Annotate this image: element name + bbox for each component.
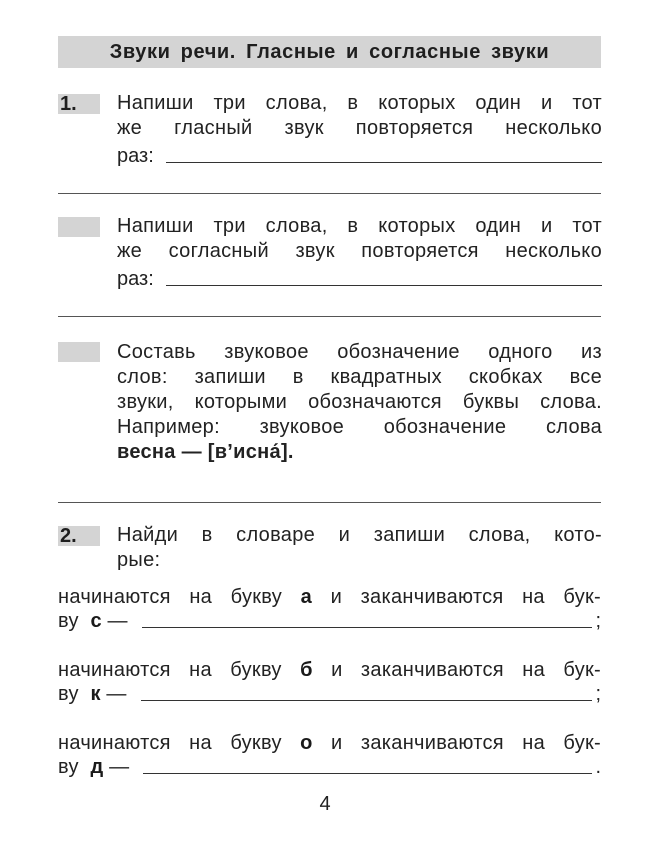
page-number: 4 (319, 793, 331, 815)
item-text: ву (58, 683, 79, 705)
text-line: звуки, которыми обозначаются буквы слова. (117, 391, 602, 413)
answer-line[interactable] (166, 162, 602, 163)
text-line: Например: звуковое обозначение слова (117, 416, 602, 438)
task-item-1-answer-row (58, 610, 601, 633)
answer-line-full[interactable] (58, 502, 601, 503)
exercise-2-text (117, 523, 602, 573)
example-transcription: весна — [в’исна́]. (117, 441, 294, 463)
text-line: слов: запиши в квадратных скобках все (117, 366, 602, 388)
answer-line[interactable] (143, 773, 592, 774)
text-line: рые: (117, 549, 161, 571)
answer-line-full[interactable] (58, 193, 601, 194)
text-line: Напиши три слова, в которых один и тот (117, 215, 602, 237)
end-letter: к (90, 683, 101, 705)
exercise-1a-text (117, 91, 602, 141)
punctuation: . (595, 756, 601, 778)
exercise-marker-blank (58, 342, 100, 362)
item-text: и заканчиваются на бук- (331, 659, 602, 681)
text-line: Составь звуковое обозначение одного из (117, 341, 602, 363)
exercise-1b-answer-row (117, 268, 602, 291)
task-item-3 (58, 731, 601, 756)
end-letter: д (90, 756, 104, 778)
task-item-2 (58, 658, 601, 683)
item-text: и заканчиваются на бук- (330, 586, 602, 608)
text-line: же гласный звук повторяется несколько (117, 117, 602, 139)
text-line: же согласный звук повторяется несколько (117, 240, 602, 262)
dash: — (109, 756, 130, 778)
item-text: начинаются на букву (58, 732, 282, 754)
answer-line[interactable] (141, 700, 593, 701)
text-line: Найди в словаре и запиши слова, кото- (117, 524, 602, 546)
exercise-number-1: 1. (58, 94, 100, 114)
dash: — (106, 683, 127, 705)
answer-line-full[interactable] (58, 316, 601, 317)
exercise-1c-text (117, 340, 602, 465)
task-item-1 (58, 585, 601, 610)
start-letter: а (300, 586, 313, 608)
end-letter: с (90, 610, 102, 632)
answer-label: раз: (117, 145, 154, 167)
item-text: и заканчиваются на бук- (331, 732, 602, 754)
answer-line[interactable] (166, 285, 602, 286)
answer-label: раз: (117, 268, 154, 290)
text-line: Напиши три слова, в которых один и тот (117, 92, 602, 114)
exercise-1a-answer-row (117, 145, 602, 168)
answer-line[interactable] (142, 627, 593, 628)
item-text: начинаются на букву (58, 586, 283, 608)
dash: — (107, 610, 128, 632)
item-text: ву (58, 610, 79, 632)
exercise-marker-blank (58, 217, 100, 237)
item-text: начинаются на букву (58, 659, 282, 681)
item-text: ву (58, 756, 79, 778)
task-item-3-answer-row (58, 756, 601, 779)
start-letter: б (300, 659, 313, 681)
exercise-1b-text (117, 214, 602, 264)
punctuation: ; (595, 683, 601, 705)
start-letter: о (300, 732, 313, 754)
exercise-number-2: 2. (58, 526, 100, 546)
punctuation: ; (595, 610, 601, 632)
task-item-2-answer-row (58, 683, 601, 706)
section-title: Звуки речи. Гласные и согласные звуки (58, 36, 601, 68)
